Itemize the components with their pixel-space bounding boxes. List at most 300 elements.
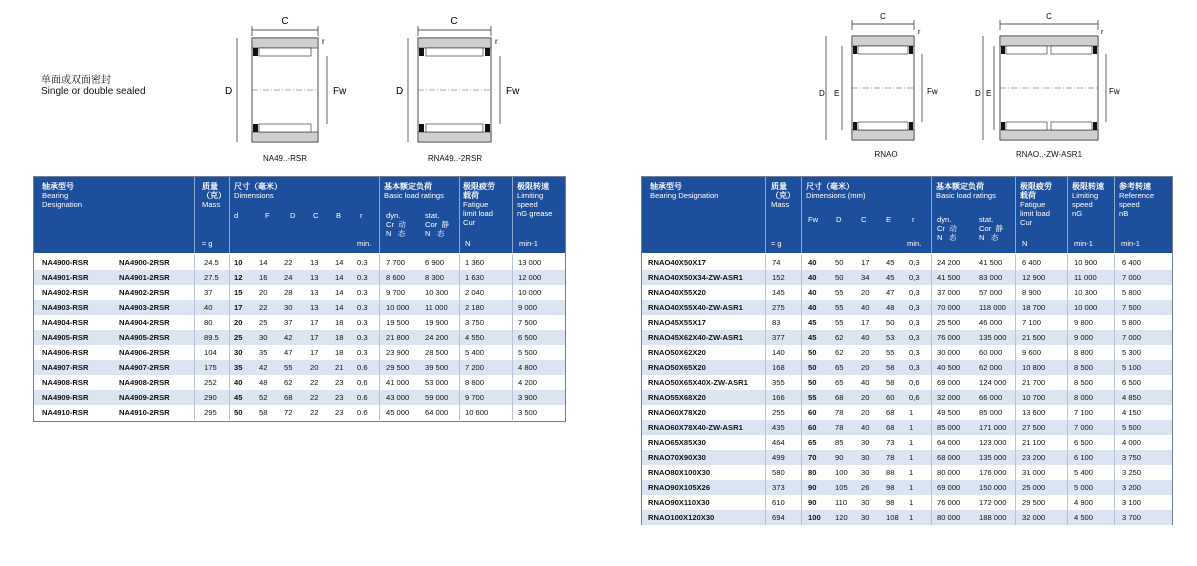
table-cell: 140 — [772, 348, 785, 357]
table-cell: 68 000 — [937, 453, 961, 462]
rnao-h-fatigue-en1: Fatigue — [1020, 200, 1046, 209]
rna49-2rsr-drawing — [388, 10, 523, 160]
na49-d-label: D — [225, 86, 233, 97]
table-cell: 22 — [310, 378, 319, 387]
table-cell: 290 — [204, 393, 217, 402]
table-row — [34, 375, 565, 390]
table-cell: 5 500 — [1122, 423, 1142, 432]
table-cell: 10 900 — [1074, 258, 1098, 267]
table-cell: 55 — [835, 303, 844, 312]
na49-h-fatigue-cur: Cur — [463, 218, 476, 227]
table-cell: RNAO60X78X40-ZW-ASR1 — [648, 423, 743, 432]
table-row — [34, 300, 565, 315]
table-cell: 123 000 — [979, 438, 1007, 447]
table-cell: 45 — [808, 333, 817, 342]
rnao-h-r: r — [912, 215, 915, 224]
table-cell: 20 — [861, 363, 870, 372]
table-cell: 18 700 — [1022, 303, 1046, 312]
table-cell: 18 — [335, 333, 344, 342]
table-cell: 40 500 — [937, 363, 961, 372]
table-cell: 295 — [204, 408, 217, 417]
table-cell: RNAO50X65X40X-ZW-ASR1 — [648, 378, 748, 387]
table-cell: NA4910-RSR — [42, 408, 89, 417]
table-cell: 72 — [284, 408, 293, 417]
table-cell: 7 000 — [1122, 273, 1142, 282]
table-cell: 7 700 — [386, 258, 406, 267]
na49-h-dyn-n: N — [386, 229, 392, 238]
table-cell: 6 500 — [1122, 378, 1142, 387]
table-cell: 0.6 — [357, 363, 368, 372]
table-cell: 0,3 — [909, 318, 920, 327]
table-cell: 27.5 — [204, 273, 219, 282]
table-row — [642, 285, 1172, 300]
na49-h-f: F — [265, 211, 270, 220]
table-cell: 610 — [772, 498, 785, 507]
table-cell: 55 — [886, 348, 895, 357]
table-cell: 252 — [204, 378, 217, 387]
table-cell: 14 — [335, 273, 344, 282]
table-cell: 24 200 — [425, 333, 449, 342]
table-cell: 9 000 — [518, 303, 538, 312]
table-cell: 13 000 — [518, 258, 542, 267]
table-cell: 30 — [259, 333, 268, 342]
table-cell: 78 — [835, 423, 844, 432]
table-row — [34, 270, 565, 285]
table-row — [642, 375, 1172, 390]
table-cell: 7 500 — [1122, 303, 1142, 312]
table-cell: 62 — [284, 378, 293, 387]
rnao-fw-label: Fw — [927, 87, 938, 96]
table-cell: 499 — [772, 453, 785, 462]
rnao-h-dim-en: Dimensions (mm) — [806, 191, 866, 200]
table-cell: NA4909-2RSR — [119, 393, 170, 402]
table-cell: 8 800 — [1074, 348, 1094, 357]
table-cell: 40 — [861, 333, 870, 342]
table-cell: 29 500 — [1022, 498, 1046, 507]
table-cell: RNAO70X90X30 — [648, 453, 706, 462]
na49-h-cr: Cr — [386, 220, 395, 229]
table-cell: 28 — [284, 288, 293, 297]
table-row — [642, 390, 1172, 405]
table-cell: NA4906-2RSR — [119, 348, 170, 357]
table-cell: 9 600 — [1022, 348, 1042, 357]
rna49-caption: RNA49..-2RSR — [427, 154, 483, 163]
rna49-c-label: C — [450, 16, 458, 27]
table-cell: 30 — [861, 498, 870, 507]
table-cell: 377 — [772, 333, 785, 342]
table-cell: 50 — [234, 408, 243, 417]
na49-r-label: r — [322, 37, 325, 46]
table-cell: 83 — [772, 318, 781, 327]
table-cell: 1 — [909, 483, 914, 492]
table-cell: NA4908-RSR — [42, 378, 89, 387]
table-cell: 355 — [772, 378, 785, 387]
table-cell: 50 — [835, 273, 844, 282]
table-cell: NA4904-RSR — [42, 318, 89, 327]
na49-h-basic-en: Basic load ratings — [384, 191, 444, 200]
table-cell: 23 — [335, 393, 344, 402]
rnao-h-speed-ng: nG — [1072, 209, 1083, 218]
na49-fw-label: Fw — [333, 86, 347, 97]
table-cell: 10 300 — [425, 288, 449, 297]
table-cell: RNAO65X85X30 — [648, 438, 706, 447]
table-cell: 17 — [310, 348, 319, 357]
table-cell: 40 — [808, 258, 817, 267]
rnao-zw-caption: RNAO..-ZW-ASR1 — [1015, 150, 1083, 159]
rna49-d-label: D — [396, 86, 404, 97]
table-cell: 45 — [234, 393, 243, 402]
table-cell: 21 500 — [1022, 333, 1046, 342]
table-cell: 55 — [835, 288, 844, 297]
na49-h-stat-cn2: 态 — [436, 229, 445, 238]
na49-h-dd: D — [290, 211, 296, 220]
table-row — [642, 495, 1172, 510]
table-cell: 12 — [234, 273, 243, 282]
na49-h-speed-cn: 极限转速 — [517, 182, 549, 191]
table-cell: 35 — [259, 348, 268, 357]
table-cell: 1 — [909, 453, 914, 462]
table-cell: 29 500 — [386, 363, 410, 372]
na49-h-designation-cn: 轴承型号 — [42, 182, 74, 191]
table-cell: 5 400 — [465, 348, 485, 357]
table-row — [642, 450, 1172, 465]
table-cell: 18 — [335, 318, 344, 327]
table-cell: 60 — [886, 393, 895, 402]
table-cell: RNAO40X55X20 — [648, 288, 706, 297]
table-cell: 9 700 — [465, 393, 485, 402]
rnao-h-fatigue-n: N — [1022, 239, 1028, 248]
table-cell: 17 — [861, 258, 870, 267]
table-cell: 188 000 — [979, 513, 1007, 522]
table-cell: 0,6 — [909, 393, 920, 402]
rnao-h-fatigue-cn2: 载荷 — [1020, 191, 1036, 200]
rnao-h-stat-n: N — [979, 233, 985, 242]
table-cell: 30 — [861, 453, 870, 462]
table-cell: 0,3 — [909, 333, 920, 342]
table-cell: 176 000 — [979, 468, 1007, 477]
na49-table — [33, 176, 566, 422]
table-cell: 10 300 — [1074, 288, 1098, 297]
table-cell: 80 — [204, 318, 213, 327]
table-cell: 135 000 — [979, 333, 1007, 342]
table-cell: 4 000 — [1122, 438, 1142, 447]
table-cell: 68 — [886, 408, 895, 417]
rnao-h-stat-cn1: 静 — [995, 224, 1004, 233]
table-cell: 22 — [259, 303, 268, 312]
table-cell: 0.3 — [357, 318, 368, 327]
table-cell: 50 — [835, 258, 844, 267]
table-cell: 23 900 — [386, 348, 410, 357]
table-cell: 40 — [861, 303, 870, 312]
rnao-h-ref-nb: nB — [1119, 209, 1129, 218]
table-cell: 6 500 — [518, 333, 538, 342]
table-cell: 17 — [234, 303, 243, 312]
table-cell: 58 — [886, 363, 895, 372]
table-cell: 23 — [335, 408, 344, 417]
table-cell: 62 000 — [979, 363, 1003, 372]
na49-h-designation-en1: Bearing — [42, 191, 69, 200]
rnao-h-speed-unit: min-1 — [1074, 239, 1093, 248]
table-cell: RNAO90X110X30 — [648, 498, 710, 507]
rnao-h-fatigue-en2: limit load — [1020, 209, 1050, 218]
table-cell: RNAO80X100X30 — [648, 468, 711, 477]
na49-h-stat: stat. — [425, 211, 440, 220]
table-cell: 0.3 — [357, 348, 368, 357]
table-row — [34, 315, 565, 330]
table-cell: 5 400 — [1074, 468, 1094, 477]
table-cell: RNAO55X68X20 — [648, 393, 706, 402]
rna49-fw-label: Fw — [506, 86, 520, 97]
table-cell: 35 — [234, 363, 243, 372]
table-cell: 24.5 — [204, 258, 219, 267]
column-divider — [379, 255, 380, 420]
na49-c-label: C — [281, 16, 289, 27]
table-cell: 10 000 — [1074, 303, 1098, 312]
table-cell: 5 800 — [1122, 318, 1142, 327]
rnao-zw-fw-label: Fw — [1109, 87, 1120, 96]
table-cell: RNAO45X62X40-ZW-ASR1 — [648, 333, 743, 342]
table-cell: 10 700 — [1022, 393, 1046, 402]
table-cell: 8 500 — [1074, 378, 1094, 387]
table-cell: 13 — [310, 288, 319, 297]
table-cell: 85 000 — [937, 423, 961, 432]
table-cell: 60 — [808, 408, 817, 417]
table-cell: 1 — [909, 498, 914, 507]
na49-h-dim-en: Dimensions — [234, 191, 274, 200]
table-row — [642, 360, 1172, 375]
na49-h-mass-unit-cn: （克） — [202, 191, 226, 200]
na49-h-mass-unit: ≈ g — [202, 239, 213, 248]
rnao-h-r-min: min. — [907, 239, 922, 248]
table-cell: 11 000 — [425, 303, 448, 312]
table-cell: 14 — [335, 303, 344, 312]
table-cell: 30 000 — [937, 348, 961, 357]
table-cell: 168 — [772, 363, 785, 372]
table-row — [34, 330, 565, 345]
na49-table-header — [34, 177, 565, 253]
table-cell: 8 000 — [1074, 393, 1094, 402]
table-cell: 10 000 — [518, 288, 542, 297]
table-cell: 88 — [886, 468, 895, 477]
table-cell: 14 — [335, 288, 344, 297]
table-cell: 59 000 — [425, 393, 449, 402]
na49-h-mass-en: Mass — [202, 200, 221, 209]
na49-h-fatigue-en1: Fatigue — [463, 200, 489, 209]
table-cell: 41 000 — [386, 378, 410, 387]
table-cell: 65 — [835, 378, 844, 387]
table-cell: 0.3 — [357, 273, 368, 282]
table-cell: 0.6 — [357, 378, 368, 387]
table-cell: 20 — [861, 288, 870, 297]
table-cell: 6 500 — [1074, 438, 1094, 447]
table-cell: 40 — [234, 378, 243, 387]
table-cell: 14 — [335, 258, 344, 267]
table-cell: 73 — [886, 438, 895, 447]
table-cell: 64 000 — [937, 438, 961, 447]
table-cell: 8 600 — [386, 273, 406, 282]
table-cell: 90 — [808, 483, 817, 492]
na49-h-c: C — [313, 211, 319, 220]
table-cell: 150 000 — [979, 483, 1007, 492]
table-cell: 68 — [835, 393, 844, 402]
rnao-zw-d-label: D — [975, 89, 981, 98]
table-cell: 5 000 — [1074, 483, 1094, 492]
table-row — [34, 405, 565, 420]
table-cell: 0.3 — [357, 333, 368, 342]
table-cell: 373 — [772, 483, 785, 492]
rnao-h-stat: stat. — [979, 215, 994, 224]
na49-h-mass-cn: 质量 — [202, 182, 218, 191]
table-cell: 32 000 — [937, 393, 961, 402]
table-cell: 45 000 — [386, 408, 410, 417]
table-cell: 0,6 — [909, 378, 920, 387]
table-cell: 80 000 — [937, 513, 961, 522]
table-cell: 50 — [886, 318, 895, 327]
table-cell: 28 500 — [425, 348, 449, 357]
table-row — [34, 285, 565, 300]
rnao-h-dyn-cn1: 动 — [949, 224, 957, 233]
na49-h-d: d — [234, 211, 239, 220]
table-cell: 48 — [259, 378, 268, 387]
rnao-h-dyn: dyn. — [937, 215, 952, 224]
table-cell: 83 000 — [979, 273, 1003, 282]
table-cell: 3 200 — [1122, 483, 1142, 492]
table-cell: 23 — [335, 378, 344, 387]
na49-caption: NA49..-RSR — [262, 154, 307, 163]
table-cell: 3 750 — [1122, 453, 1142, 462]
table-cell: 68 — [886, 423, 895, 432]
table-cell: 7 100 — [1074, 408, 1094, 417]
table-cell: 3 700 — [1122, 513, 1142, 522]
table-cell: 40 — [861, 378, 870, 387]
na49-h-fatigue-cn2: 载荷 — [463, 191, 479, 200]
table-cell: RNAO45X55X17 — [648, 318, 706, 327]
table-cell: 60 — [808, 423, 817, 432]
table-cell: 40 — [808, 273, 817, 282]
rnao-h-speed-cn: 极限转速 — [1072, 182, 1104, 191]
table-cell: 30 — [861, 468, 870, 477]
na49-h-speed-en1: Limiting — [517, 191, 544, 200]
table-cell: 4 500 — [1074, 513, 1094, 522]
table-cell: 8 800 — [465, 378, 485, 387]
table-cell: 3 100 — [1122, 498, 1142, 507]
table-cell: 21 100 — [1022, 438, 1046, 447]
table-cell: 85 — [835, 438, 844, 447]
table-cell: RNAO50X62X20 — [648, 348, 706, 357]
na49-h-fatigue-n: N — [465, 239, 471, 248]
column-divider — [1114, 255, 1115, 525]
table-cell: 50 — [808, 378, 817, 387]
table-row — [34, 255, 565, 270]
table-cell: 1 — [909, 468, 914, 477]
rnao-h-d: D — [836, 215, 842, 224]
rnao-r-label: r — [918, 29, 921, 36]
table-cell: 10 800 — [1022, 363, 1046, 372]
table-cell: 98 — [886, 483, 895, 492]
table-cell: 20 — [861, 393, 870, 402]
table-cell: 50 — [808, 363, 817, 372]
table-cell: 9 800 — [1074, 318, 1094, 327]
table-cell: 42 — [284, 333, 293, 342]
rnao-h-designation-en: Bearing Designation — [650, 191, 719, 200]
rnao-h-basic-en: Basic load ratings — [936, 191, 996, 200]
table-cell: 64 000 — [425, 408, 449, 417]
table-cell: 10 — [234, 258, 243, 267]
table-cell: NA4910-2RSR — [119, 408, 170, 417]
table-cell: 42 — [259, 363, 268, 372]
table-cell: RNAO40X55X40-ZW-ASR1 — [648, 303, 743, 312]
table-row — [642, 420, 1172, 435]
table-cell: 55 — [284, 363, 293, 372]
table-cell: 41 500 — [979, 258, 1003, 267]
table-cell: 166 — [772, 393, 785, 402]
table-cell: 0.3 — [357, 258, 368, 267]
table-cell: 30 — [234, 348, 243, 357]
table-cell: 62 — [835, 333, 844, 342]
table-cell: 66 000 — [979, 393, 1003, 402]
table-cell: 3 250 — [1122, 468, 1142, 477]
rnao-zw-asr1-drawing — [970, 8, 1120, 148]
na49-h-stat-cn1: 静 — [441, 220, 450, 229]
table-cell: RNAO100X120X30 — [648, 513, 715, 522]
table-cell: 20 — [310, 363, 319, 372]
table-cell: 76 000 — [937, 498, 961, 507]
na49-h-speed-grease: nG grease — [517, 209, 553, 218]
table-cell: 13 — [310, 273, 319, 282]
table-cell: 5 100 — [1122, 363, 1142, 372]
na49-h-dyn-cn2: 态 — [397, 229, 406, 238]
table-cell: 104 — [204, 348, 217, 357]
rnao-h-fatigue-cn1: 极限疲劳 — [1020, 182, 1052, 191]
table-cell: 37 — [204, 288, 213, 297]
table-cell: 0.3 — [357, 288, 368, 297]
rnao-zw-c-label: C — [1046, 12, 1052, 21]
table-cell: 80 — [808, 468, 817, 477]
table-cell: 53 000 — [425, 378, 449, 387]
table-cell: 9 000 — [1074, 333, 1094, 342]
table-cell: 105 — [835, 483, 848, 492]
table-cell: 7 500 — [518, 318, 538, 327]
table-cell: 25 500 — [937, 318, 961, 327]
table-cell: 22 — [310, 393, 319, 402]
table-cell: 6 400 — [1122, 258, 1142, 267]
rnao-c-label: C — [880, 12, 886, 21]
rnao-h-mass-unit-cn: （克） — [771, 191, 795, 200]
table-cell: 53 — [886, 333, 895, 342]
table-cell: 25 000 — [1022, 483, 1046, 492]
table-cell: RNAO40X50X17 — [648, 258, 706, 267]
na49-h-cor: Cor — [425, 220, 438, 229]
table-cell: 120 — [835, 513, 848, 522]
column-divider — [931, 255, 932, 525]
table-row — [34, 390, 565, 405]
table-cell: 100 — [835, 468, 848, 477]
table-cell: NA4905-RSR — [42, 333, 89, 342]
table-cell: 435 — [772, 423, 785, 432]
rnao-e-label: E — [834, 89, 840, 98]
table-cell: 62 — [835, 348, 844, 357]
table-cell: 108 — [886, 513, 899, 522]
table-cell: 1 — [909, 513, 914, 522]
table-cell: 4 200 — [518, 378, 538, 387]
table-cell: 100 — [808, 513, 821, 522]
rnao-h-ref-en2: speed — [1119, 200, 1140, 209]
table-cell: NA4906-RSR — [42, 348, 89, 357]
table-cell: 70 000 — [937, 303, 961, 312]
table-cell: 90 — [808, 498, 817, 507]
rnao-h-dyn-n: N — [937, 233, 943, 242]
table-cell: 5 800 — [1122, 288, 1142, 297]
